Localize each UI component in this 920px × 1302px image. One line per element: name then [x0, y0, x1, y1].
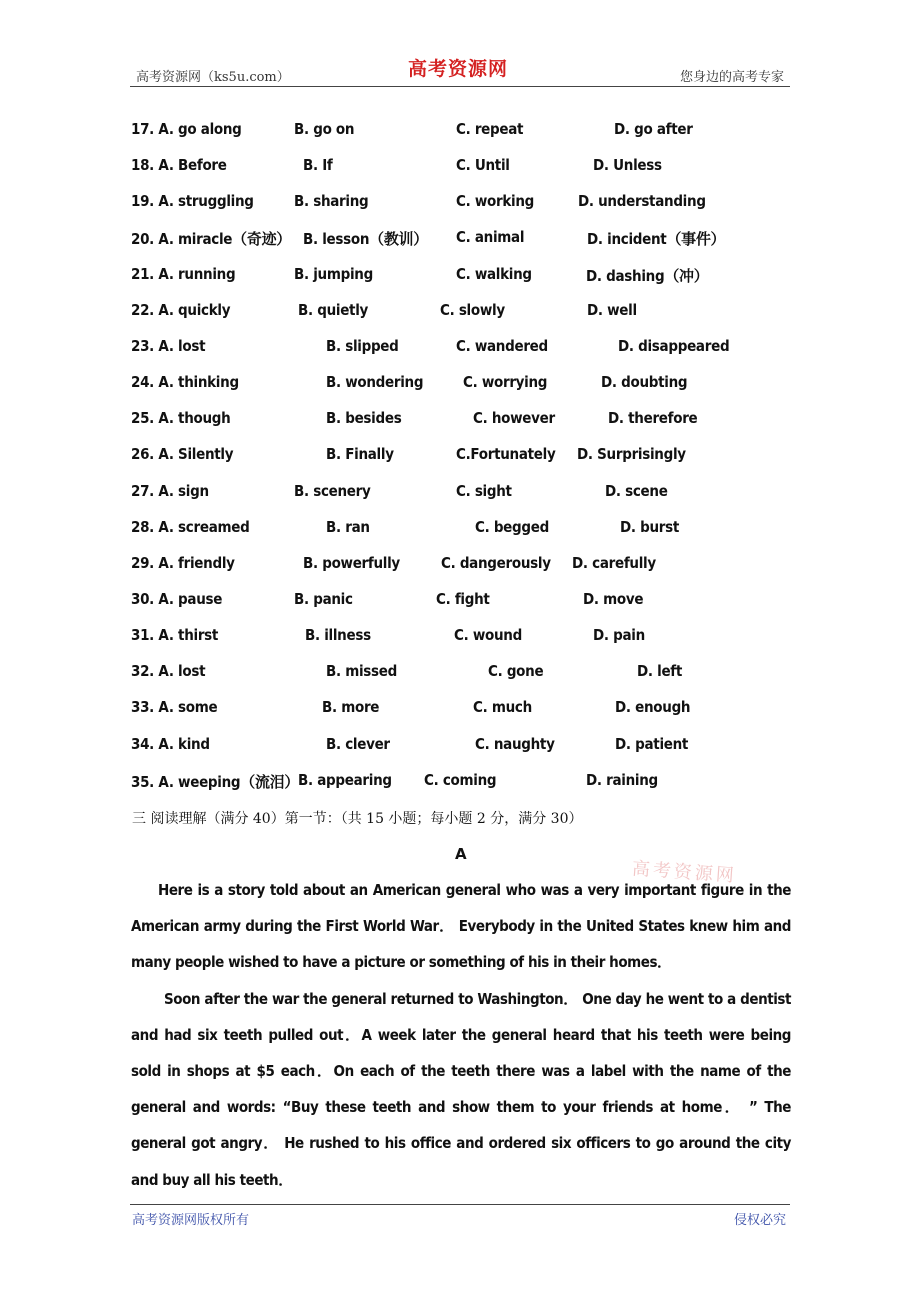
option-a: 20. A. miracle（奇迹） [131, 230, 291, 248]
question-row [0, 192, 920, 222]
passage-letter: A [455, 845, 467, 863]
option-b: B. panic [294, 590, 353, 608]
option-c: C. repeat [456, 120, 524, 138]
option-a: 25. A. though [131, 409, 231, 427]
option-a: 22. A. quickly [131, 301, 231, 319]
option-b: B. missed [326, 662, 397, 680]
option-d: D. dashing（冲） [586, 267, 709, 285]
option-a: 26. A. Silently [131, 445, 234, 463]
question-row [0, 771, 920, 801]
question-row [0, 518, 920, 548]
option-b: B. quietly [298, 301, 369, 319]
option-b: B. jumping [294, 265, 373, 283]
option-c: C. much [473, 698, 532, 716]
option-d: D. patient [615, 735, 689, 753]
option-d: D. understanding [578, 192, 706, 210]
option-b: B. besides [326, 409, 402, 427]
question-row [0, 301, 920, 331]
option-b: B. Finally [326, 445, 394, 463]
header-slogan: 您身边的高考专家 [679, 70, 784, 85]
option-c: C. however [473, 409, 555, 427]
question-row [0, 698, 920, 728]
option-a: 32. A. lost [131, 662, 206, 680]
option-a: 29. A. friendly [131, 554, 235, 572]
option-a: 30. A. pause [131, 590, 223, 608]
option-b: B. slipped [326, 337, 399, 355]
question-row [0, 662, 920, 692]
option-a: 27. A. sign [131, 482, 209, 500]
option-b: B. powerfully [303, 554, 400, 572]
header-logo: 高考资源网 [408, 58, 509, 80]
question-row [0, 120, 920, 150]
question-row [0, 373, 920, 403]
option-c: C. worrying [463, 373, 548, 391]
option-d: D. carefully [572, 554, 656, 572]
option-a: 19. A. struggling [131, 192, 254, 210]
option-d: D. pain [593, 626, 645, 644]
question-row [0, 409, 920, 439]
option-b: B. lesson（教训） [303, 230, 428, 248]
option-c: C. slowly [440, 301, 505, 319]
option-d: D. left [637, 662, 683, 680]
option-d: D. Surprisingly [577, 445, 686, 463]
option-b: B. If [303, 156, 333, 174]
option-b: B. more [322, 698, 380, 716]
option-c: C. sight [456, 482, 512, 500]
question-row [0, 554, 920, 584]
header-site-name: 高考资源网（ks5u.com） [136, 70, 290, 85]
question-row [0, 265, 920, 295]
option-a: 35. A. weeping（流泪） [131, 773, 300, 791]
footer-copyright: 高考资源网版权所有 [132, 1213, 250, 1228]
option-b: B. go on [294, 120, 355, 138]
option-b: B. illness [305, 626, 371, 644]
header-divider [130, 86, 790, 87]
reading-passage [131, 872, 791, 1198]
question-row [0, 482, 920, 512]
question-row [0, 590, 920, 620]
option-a: 34. A. kind [131, 735, 210, 753]
option-a: 24. A. thinking [131, 373, 239, 391]
option-d: D. doubting [601, 373, 688, 391]
option-c: C. dangerously [441, 554, 551, 572]
option-d: D. burst [620, 518, 680, 536]
section-heading: 三 阅读理解（满分 40）第一节：（共 15 小题；每小题 2 分，满分 30） [132, 811, 583, 827]
question-row [0, 445, 920, 475]
option-d: D. Unless [593, 156, 662, 174]
option-a: 17. A. go along [131, 120, 242, 138]
watermark: 高考资源网 [631, 858, 738, 887]
option-d: D. incident（事件） [587, 230, 726, 248]
option-c: C. coming [424, 771, 497, 789]
option-a: 21. A. running [131, 265, 236, 283]
option-b: B. wondering [326, 373, 424, 391]
option-c: C. gone [488, 662, 544, 680]
option-b: B. scenery [294, 482, 371, 500]
question-row [0, 156, 920, 186]
option-c: C. Until [456, 156, 510, 174]
option-d: D. go after [614, 120, 693, 138]
option-a: 31. A. thirst [131, 626, 219, 644]
option-d: D. scene [605, 482, 668, 500]
passage-paragraph: Soon after the war the general returned to Washington． One day he went to a dentist and had six teeth pulled out．A week later the general heard that his teeth were being sold in shops at $5 each．On each of the teeth there was a label with the name of the general and words: “Buy these teeth and show them to your friends at home． ” The general got angry． He rushed to his office and ordered six officers to go around the city and buy all his teeth． [131, 989, 791, 1189]
option-b: B. appearing [298, 771, 392, 789]
option-b: B. clever [326, 735, 390, 753]
option-c: C. fight [436, 590, 490, 608]
option-a: 33. A. some [131, 698, 218, 716]
option-a: 23. A. lost [131, 337, 206, 355]
passage-paragraph: Here is a story told about an American general who was a very important figure in the American army during the First World War． Everybody in the United States knew him and many people wished to have a picture or something of his in their homes． [131, 881, 791, 972]
question-row [0, 626, 920, 656]
option-c: C. begged [475, 518, 549, 536]
option-c: C. wandered [456, 337, 548, 355]
option-d: D. disappeared [618, 337, 730, 355]
question-row [0, 735, 920, 765]
option-c: C.Fortunately [456, 445, 556, 463]
option-d: D. enough [615, 698, 691, 716]
option-c: C. animal [456, 228, 525, 246]
option-d: D. therefore [608, 409, 698, 427]
footer-rights: 侵权必究 [733, 1213, 786, 1228]
option-d: D. well [587, 301, 637, 319]
option-b: B. ran [326, 518, 370, 536]
footer-divider [130, 1204, 790, 1205]
option-c: C. walking [456, 265, 532, 283]
option-a: 18. A. Before [131, 156, 227, 174]
option-b: B. sharing [294, 192, 369, 210]
option-c: C. working [456, 192, 534, 210]
question-row [0, 337, 920, 367]
option-d: D. raining [586, 771, 658, 789]
option-a: 28. A. screamed [131, 518, 250, 536]
option-d: D. move [583, 590, 644, 608]
option-c: C. naughty [475, 735, 555, 753]
option-c: C. wound [454, 626, 522, 644]
question-row [0, 228, 920, 258]
